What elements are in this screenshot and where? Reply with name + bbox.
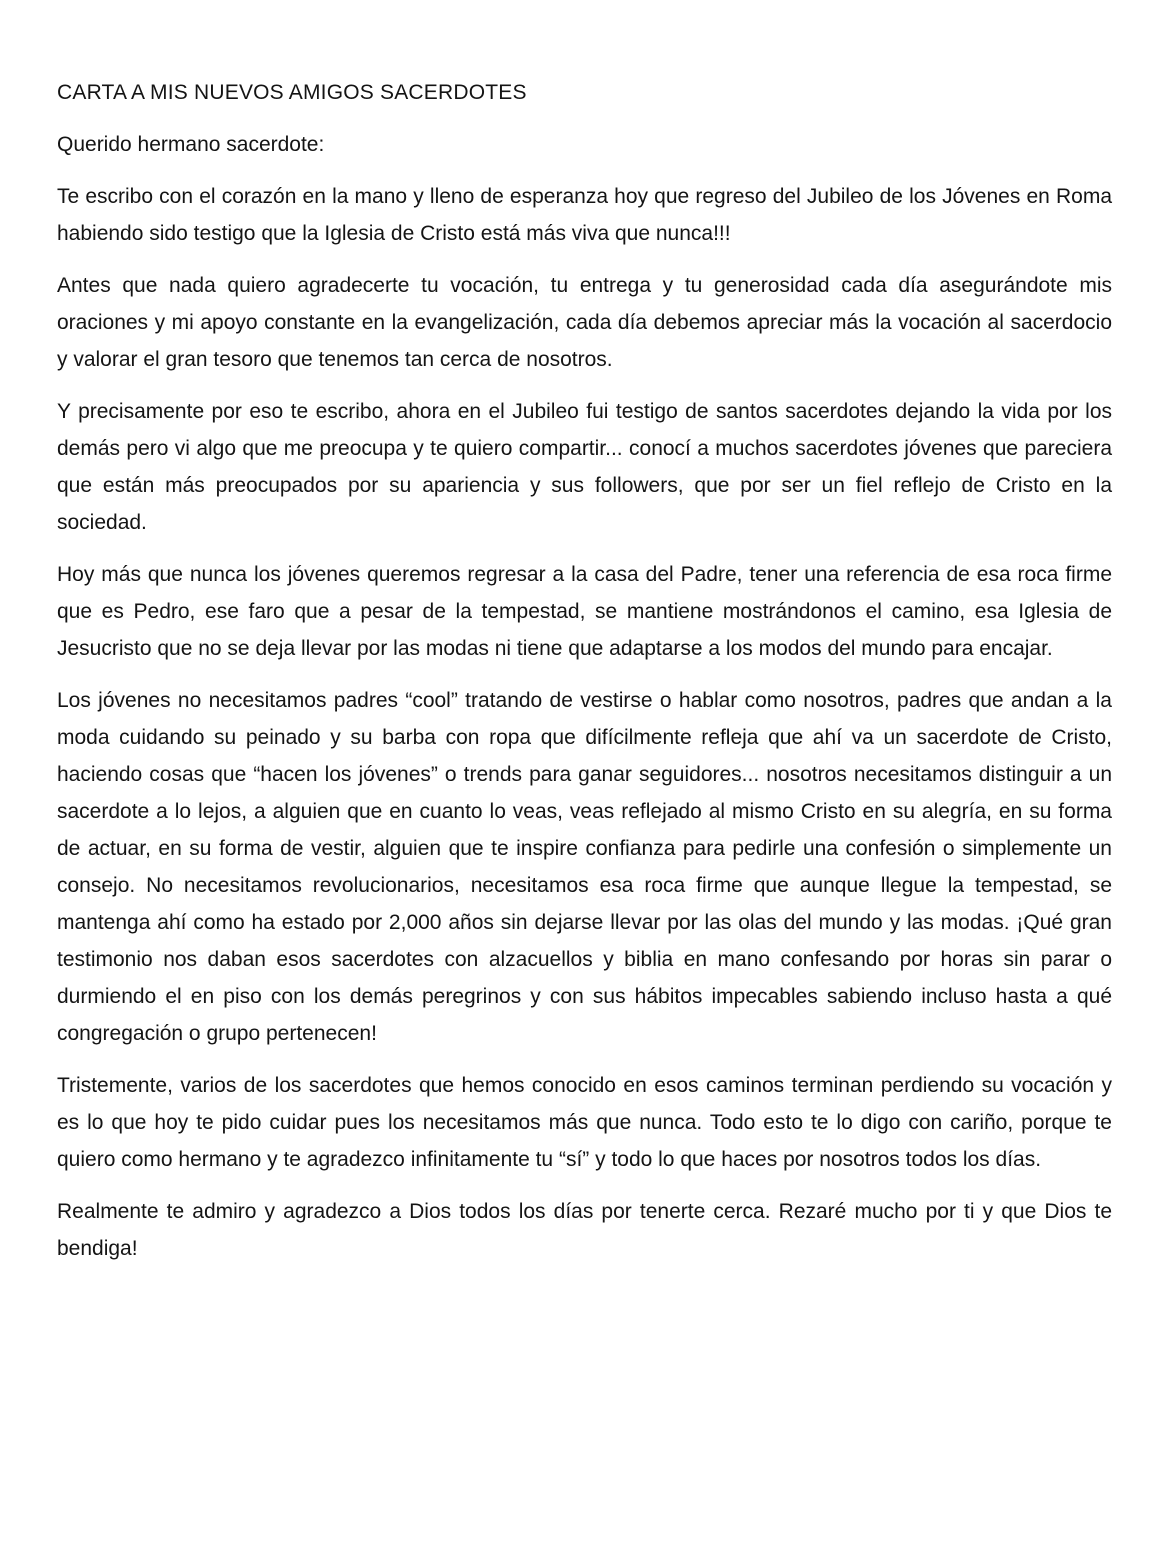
letter-title: CARTA A MIS NUEVOS AMIGOS SACERDOTES bbox=[57, 81, 527, 104]
letter-paragraph-5: Los jóvenes no necesitamos padres “cool” tratando de vestirse o hablar como nosotros, padres que andan a la moda cuidando su peinado y su barba con ropa que difícilmente refleja que ahí va un sacerdote de Cristo, haciendo cosas que “hacen los jóvenes” o trends para ganar seguidores... nosotros necesitamos distinguir a un sacerdote a lo lejos, a alguien que en cuanto lo veas, veas reflejado al mismo Cristo en su alegría, en su forma de actuar, en su forma de vestir, alguien que te inspire confianza para pedirle una confesión o simplemente un consejo. No necesitamos revolucionarios, necesitamos esa roca firme que aunque llegue la tempestad, se mantenga ahí como ha estado por 2,000 años sin dejarse llevar por las olas del mundo y las modas. ¡Qué gran testimonio nos daban esos sacerdotes con alzacuellos y biblia en mano confesando por horas sin parar o durmiendo el en piso con los demás peregrinos y con sus hábitos impecables sabiendo incluso hasta a qué congregación o grupo pertenecen! bbox=[57, 689, 1112, 1045]
letter-paragraph-1: Te escribo con el corazón en la mano y lleno de esperanza hoy que regreso del Jubileo de los Jóvenes en Roma habiendo sido testigo que la Iglesia de Cristo está más viva que nunca!!! bbox=[57, 185, 1112, 245]
letter-paragraph-3: Y precisamente por eso te escribo, ahora en el Jubileo fui testigo de santos sacerdotes dejando la vida por los demás pero vi algo que me preocupa y te quiero compartir... conocí a muchos sacerdotes jóvenes que pareciera que están más preocupados por su apariencia y sus followers, que por ser un fiel reflejo de Cristo en la sociedad. bbox=[57, 400, 1112, 534]
letter-paragraph-6: Tristemente, varios de los sacerdotes que hemos conocido en esos caminos terminan perdiendo su vocación y es lo que hoy te pido cuidar pues los necesitamos más que nunca. Todo esto te lo digo con cariño, porque te quiero como hermano y te agradezco infinitamente tu “sí” y todo lo que haces por nosotros todos los días. bbox=[57, 1074, 1112, 1171]
letter-paragraph-2: Antes que nada quiero agradecerte tu vocación, tu entrega y tu generosidad cada día asegurándote mis oraciones y mi apoyo constante en la evangelización, cada día debemos apreciar más la vocación al sacerdocio y valorar el gran tesoro que tenemos tan cerca de nosotros. bbox=[57, 274, 1112, 371]
letter-salutation: Querido hermano sacerdote: bbox=[57, 133, 325, 156]
letter-paragraph-4: Hoy más que nunca los jóvenes queremos regresar a la casa del Padre, tener una referencia de esa roca firme que es Pedro, ese faro que a pesar de la tempestad, se mantiene mostrándonos el camino, esa Iglesia de Jesucristo que no se deja llevar por las modas ni tiene que adaptarse a los modos del mundo para encajar. bbox=[57, 563, 1112, 660]
letter-paragraph-7: Realmente te admiro y agradezco a Dios todos los días por tenerte cerca. Rezaré mucho por ti y que Dios te bendiga! bbox=[57, 1200, 1112, 1260]
